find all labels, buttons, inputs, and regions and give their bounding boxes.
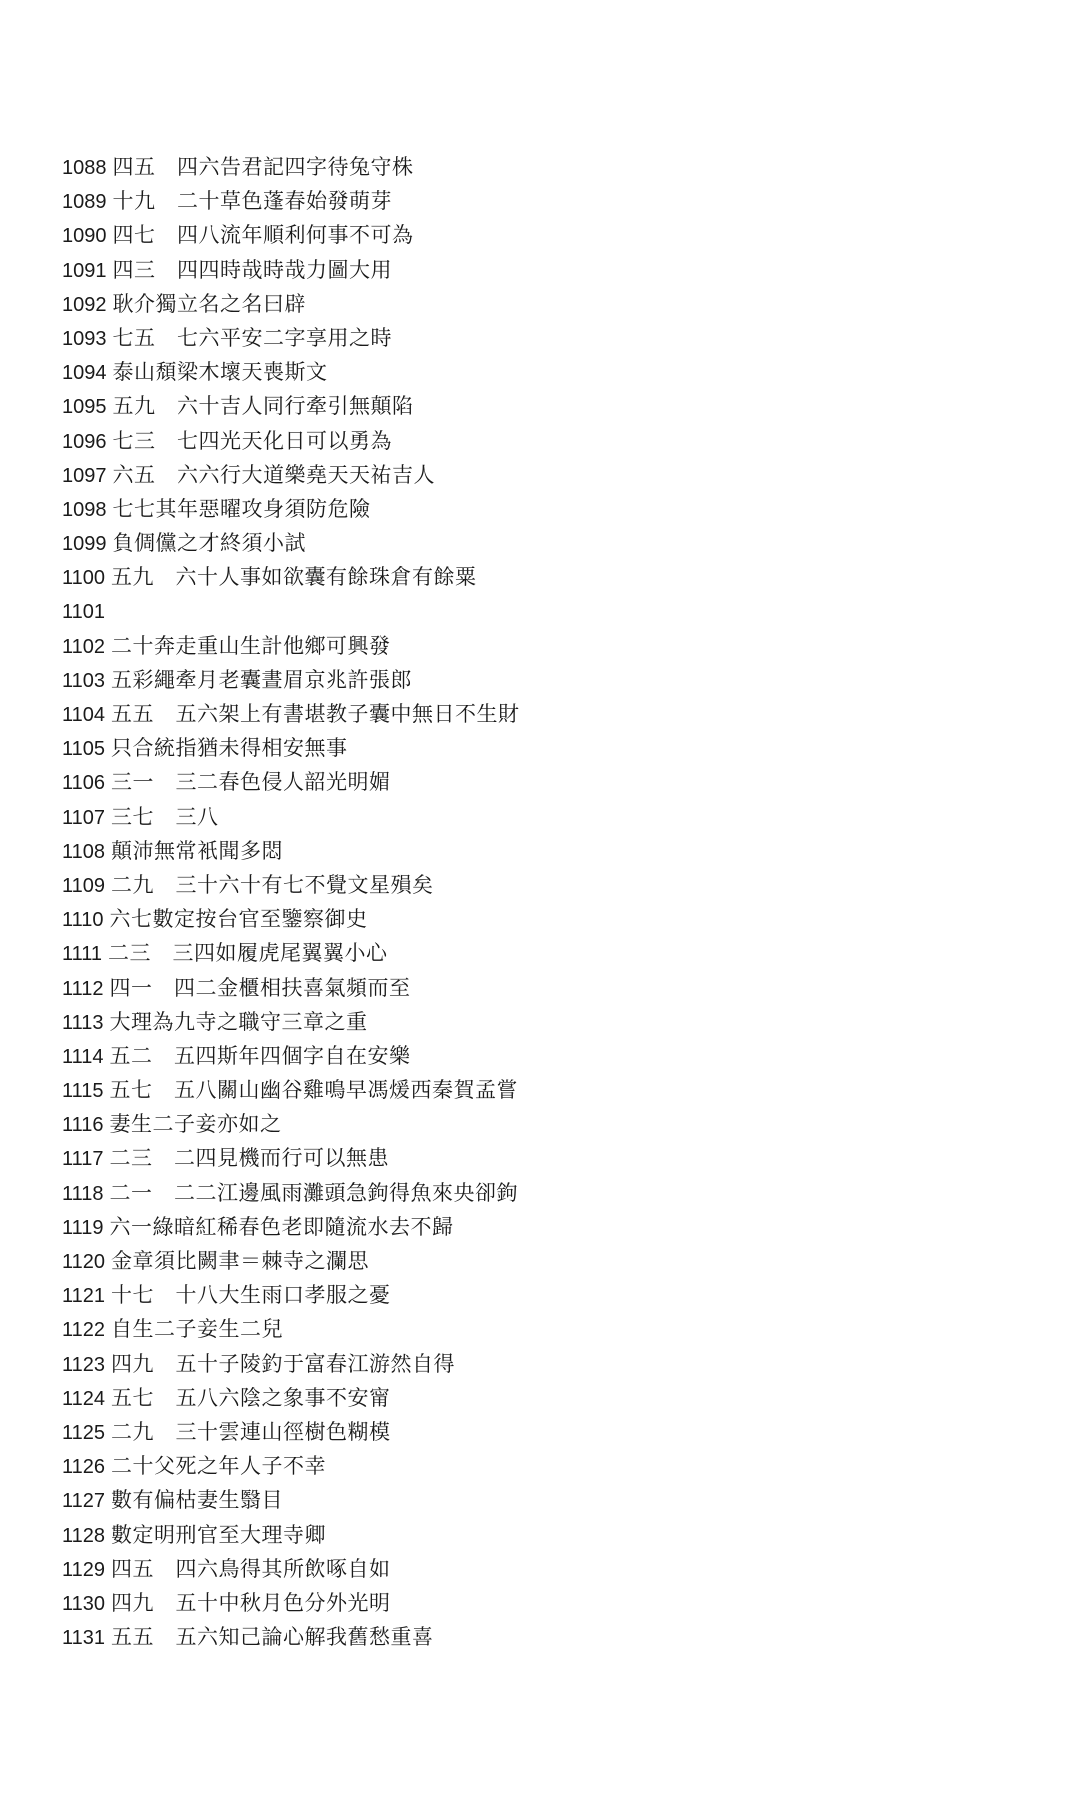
entry-text: 四七 四八流年順利何事不可為 <box>112 223 414 248</box>
entry-row <box>62 1005 1022 1039</box>
entry-number: 1112 <box>62 977 104 1000</box>
entry-number: 1089 <box>62 191 107 214</box>
entry-number: 1095 <box>62 396 107 419</box>
entry-text: 二一 二二江邊風雨灘頭急鉤得魚來央卻鉤 <box>109 1180 519 1205</box>
entry-number: 1105 <box>62 738 106 761</box>
entry-text: 十九 二十草色蓬春始發萌芽 <box>112 189 392 214</box>
entry-number: 1125 <box>62 1421 106 1444</box>
entry-text: 四五 四六鳥得其所飲啄自如 <box>111 1556 391 1581</box>
entry-number: 1090 <box>62 225 107 248</box>
entry-row <box>62 1483 1022 1517</box>
entry-text: 六七數定按台官至鑒察御史 <box>109 907 368 932</box>
entry-text: 只合統指猶未得相安無事 <box>111 736 348 761</box>
entry-row <box>62 458 1022 492</box>
entry-number: 1093 <box>62 327 107 350</box>
entry-text: 二三 二四見機而行可以無患 <box>109 1146 390 1171</box>
entry-number: 1101 <box>62 601 106 624</box>
entry-text: 數有偏枯妻生翳目 <box>111 1488 284 1513</box>
entry-row <box>62 629 1022 663</box>
entry-row <box>62 1620 1022 1654</box>
entry-number: 1109 <box>62 874 106 897</box>
entry-text: 自生二子妾生二兒 <box>111 1317 284 1342</box>
entry-text: 七七其年惡曜攻身須防危險 <box>112 496 371 521</box>
entry-text: 十七 十八大生雨口孝服之憂 <box>111 1283 391 1308</box>
entry-row <box>62 526 1022 560</box>
entry-number: 1130 <box>62 1592 106 1615</box>
entry-number: 1115 <box>62 1080 104 1103</box>
entry-row <box>62 731 1022 765</box>
entry-number: 1113 <box>62 1011 104 1034</box>
entry-number: 1103 <box>62 669 106 692</box>
entry-text: 四九 五十中秋月色分外光明 <box>111 1590 391 1615</box>
entry-row <box>62 1381 1022 1415</box>
entry-row <box>62 218 1022 252</box>
entry-row <box>62 765 1022 799</box>
entry-row <box>62 800 1022 834</box>
entry-row <box>62 1176 1022 1210</box>
entry-row <box>62 287 1022 321</box>
entry-text: 五七 五八六陰之象事不安甯 <box>111 1385 391 1410</box>
entry-text: 泰山頹梁木壞天喪斯文 <box>112 360 328 385</box>
entry-number: 1128 <box>62 1524 106 1547</box>
entry-row <box>62 1073 1022 1107</box>
entry-text: 七三 七四光天化日可以勇為 <box>112 428 392 453</box>
entry-text: 數定明刑官至大理寺卿 <box>111 1522 327 1547</box>
entry-text: 五九 六十人事如欲囊有餘珠倉有餘粟 <box>111 565 477 590</box>
entry-row <box>62 594 1022 628</box>
entry-text: 大理為九寺之職守三章之重 <box>109 1009 368 1034</box>
entry-number: 1120 <box>62 1251 106 1273</box>
entry-row <box>62 1586 1022 1620</box>
entry-text: 二九 三十雲連山徑樹色糊模 <box>111 1419 391 1444</box>
entry-number: 1131 <box>62 1627 106 1650</box>
entry-number: 1121 <box>62 1285 106 1308</box>
entry-number: 1092 <box>62 293 107 316</box>
entry-row <box>62 868 1022 902</box>
entry-row <box>62 1518 1022 1552</box>
entry-text: 金章須比闕聿＝棘寺之瀾思 <box>111 1249 370 1273</box>
entry-number: 1102 <box>62 635 106 658</box>
entry-row <box>62 1347 1022 1381</box>
entry-text: 五二 五四斯年四個字自在安樂 <box>109 1043 411 1068</box>
entry-text: 七五 七六平安二字享用之時 <box>112 325 392 350</box>
entry-number: 1116 <box>62 1114 104 1137</box>
entry-text: 二三 三四如履虎尾翼翼小心 <box>108 941 388 966</box>
entry-text: 五五 五六知己論心解我舊愁重喜 <box>111 1625 434 1650</box>
entry-text: 耿介獨立名之名曰辟 <box>112 291 306 316</box>
entry-row <box>62 321 1022 355</box>
entry-text: 六五 六六行大道樂堯天天祐吉人 <box>112 462 435 487</box>
entry-number: 1118 <box>62 1182 104 1205</box>
entry-text: 三一 三二春色侵人韶光明媚 <box>111 770 391 795</box>
entry-number: 1122 <box>62 1319 106 1342</box>
entry-row <box>62 1552 1022 1586</box>
entry-row <box>62 834 1022 868</box>
entry-row <box>62 1244 1022 1278</box>
entry-row <box>62 936 1022 970</box>
entry-row <box>62 184 1022 218</box>
entry-row <box>62 389 1022 423</box>
entry-text: 四三 四四時哉時哉力圖大用 <box>112 257 392 282</box>
entry-row <box>62 971 1022 1005</box>
entry-number: 1127 <box>62 1490 106 1513</box>
entry-row <box>62 150 1022 184</box>
entry-text: 負倜儻之才終須小試 <box>112 531 306 556</box>
entry-text: 四一 四二金櫃相扶喜氣頻而至 <box>109 975 411 1000</box>
entry-row <box>62 492 1022 526</box>
entry-number: 1094 <box>62 362 107 385</box>
entry-row <box>62 1449 1022 1483</box>
entry-row <box>62 1415 1022 1449</box>
entry-text: 二十父死之年人子不幸 <box>111 1454 327 1479</box>
entry-number: 1123 <box>62 1353 106 1376</box>
entry-row <box>62 663 1022 697</box>
entry-row <box>62 1039 1022 1073</box>
entry-row <box>62 697 1022 731</box>
entry-list <box>62 150 1022 1654</box>
entry-text: 五五 五六架上有書堪教子囊中無日不生財 <box>111 702 520 726</box>
entry-number: 1107 <box>62 806 106 829</box>
entry-text: 五七 五八關山幽谷雞鳴早馮煖西秦賀孟嘗 <box>109 1078 519 1103</box>
entry-text: 四五 四六告君記四字待兔守株 <box>112 155 414 179</box>
entry-number: 1119 <box>62 1216 104 1239</box>
entry-text: 五彩繩牽月老囊晝眉京兆許張郎 <box>111 667 413 692</box>
entry-number: 1099 <box>62 533 107 556</box>
entry-number: 1124 <box>62 1387 106 1410</box>
entry-text: 四九 五十子陵釣于富春江游然自得 <box>111 1351 456 1376</box>
entry-number: 1129 <box>62 1558 106 1581</box>
entry-row <box>62 1141 1022 1175</box>
entry-row <box>62 1312 1022 1346</box>
entry-number: 1117 <box>62 1148 104 1171</box>
entry-text: 六一綠暗紅稀春色老即隨流水去不歸 <box>109 1214 454 1239</box>
entry-number: 1104 <box>62 704 106 726</box>
entry-number: 1100 <box>62 567 106 590</box>
entry-number: 1108 <box>62 840 106 863</box>
entry-number: 1106 <box>62 772 106 795</box>
entry-row <box>62 1210 1022 1244</box>
entry-number: 1097 <box>62 464 107 487</box>
entry-number: 1114 <box>62 1045 104 1068</box>
entry-row <box>62 902 1022 936</box>
entry-row <box>62 1278 1022 1312</box>
entry-row <box>62 253 1022 287</box>
entry-row <box>62 424 1022 458</box>
entry-number: 1088 <box>62 157 107 179</box>
entry-number: 1111 <box>62 943 103 966</box>
entry-number: 1098 <box>62 498 107 521</box>
entry-number: 1096 <box>62 430 107 453</box>
entry-text: 顛沛無常衹聞多悶 <box>111 838 284 863</box>
entry-text: 二九 三十六十有七不覺文星殞矣 <box>111 872 434 897</box>
entry-text: 三七 三八 <box>111 804 219 829</box>
entry-text: 妻生二子妾亦如之 <box>109 1112 282 1137</box>
entry-number: 1091 <box>62 259 107 282</box>
entry-row <box>62 355 1022 389</box>
entry-row <box>62 1107 1022 1141</box>
entry-text: 五九 六十吉人同行牽引無顛陷 <box>112 394 414 419</box>
entry-number: 1110 <box>62 909 104 932</box>
entry-number: 1126 <box>62 1456 106 1479</box>
entry-row <box>62 560 1022 594</box>
entry-text: 二十奔走重山生計他鄉可興發 <box>111 633 391 658</box>
